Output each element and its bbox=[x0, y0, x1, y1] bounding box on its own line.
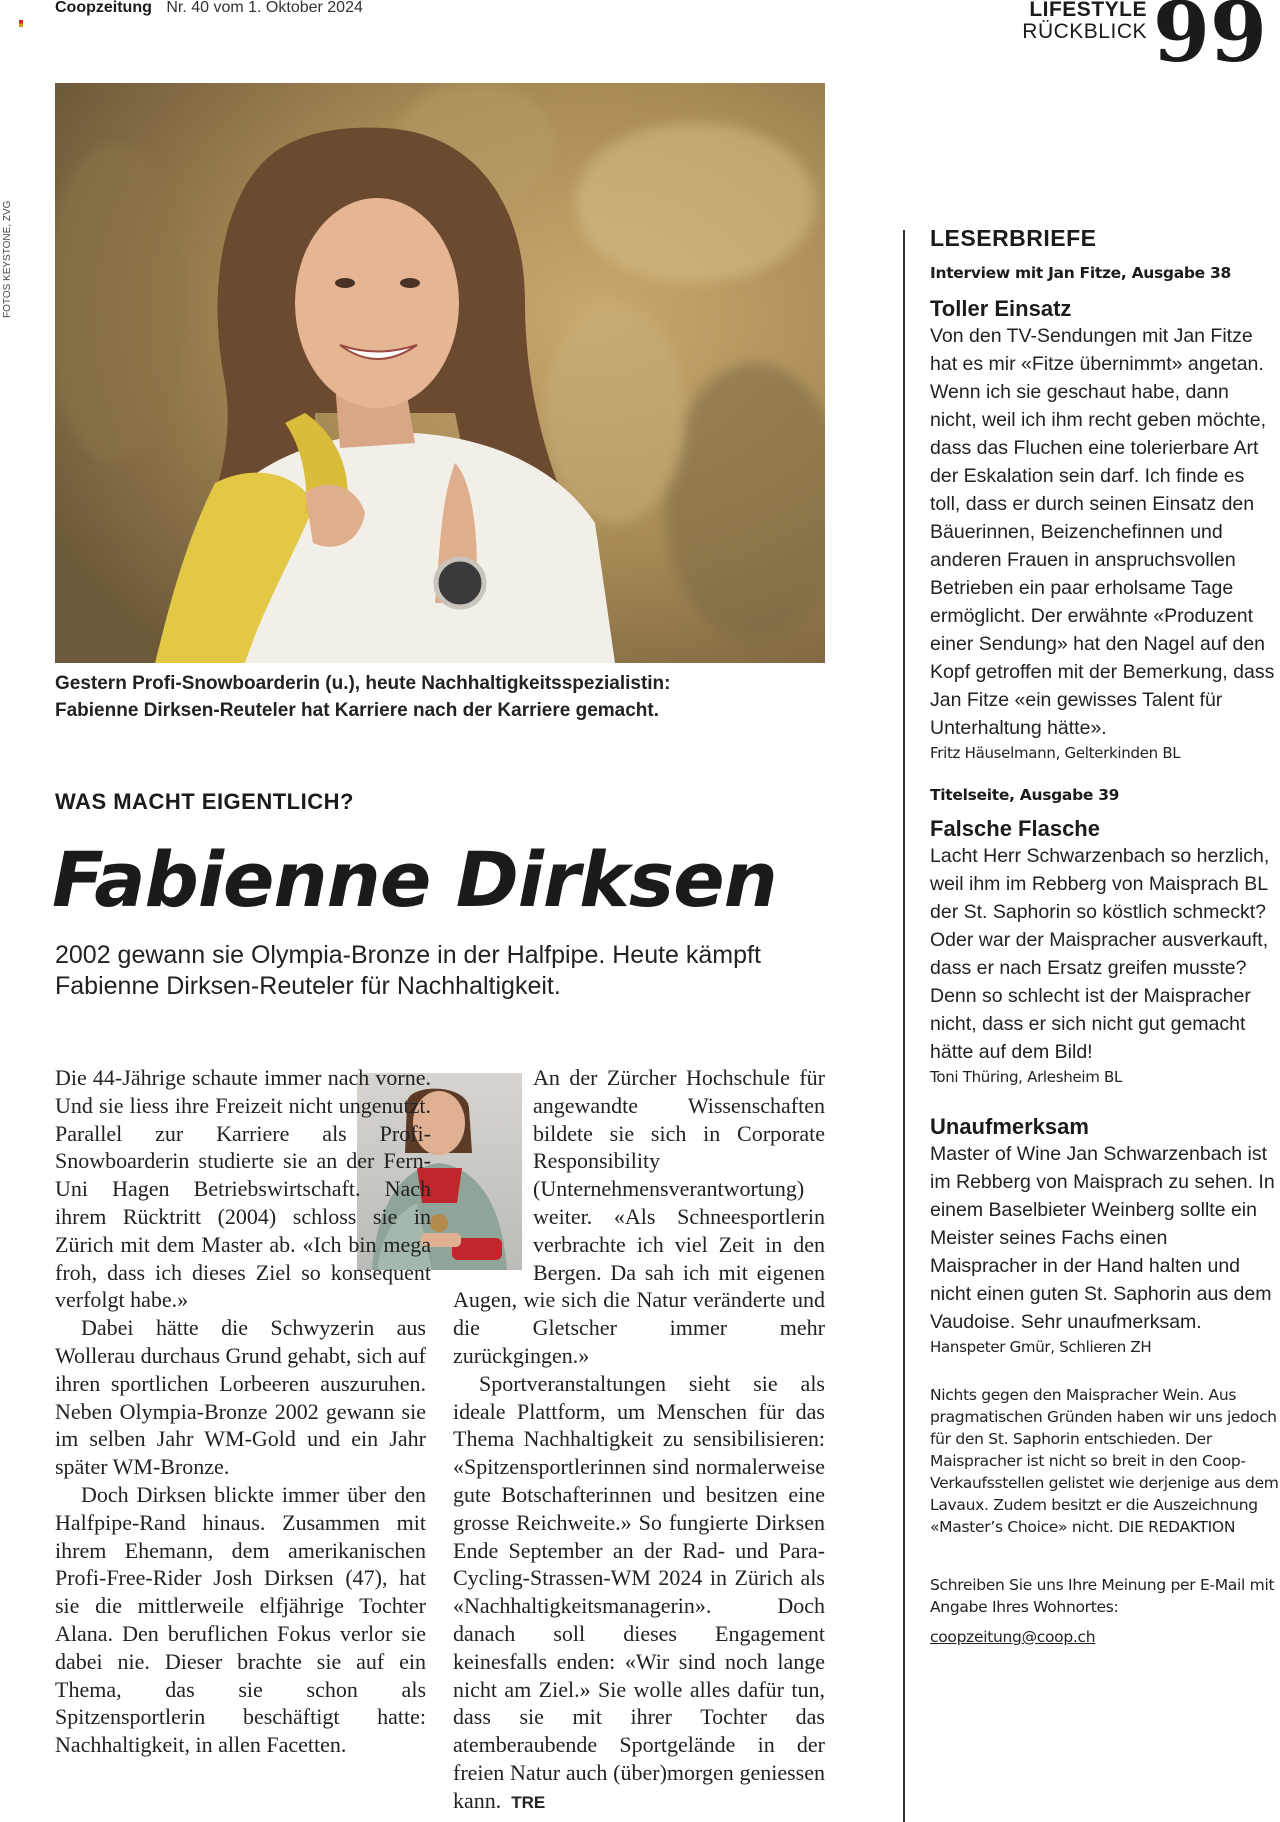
caption-line-2: Fabienne Dirksen-Reuteler hat Karriere nach der Karriere gemacht. bbox=[55, 700, 660, 721]
letters-title: LESERBRIEFE bbox=[930, 225, 1097, 251]
letter-3-author: Hanspeter Gmür, Schlieren ZH bbox=[930, 1338, 1152, 1356]
col2-paragraph-2 bbox=[453, 1370, 825, 1817]
col2-paragraph-1-text: An der Zürcher Hochschule für angewandte Wissenschaften bildete sie sich in Corporate Responsibility (Unternehmensverantwortung) weiter. «Als Schneesportlerin verbrachte ich viel Zeit in den Bergen. Da sah ich mit eigenen Augen, wie sich die Natur veränderte und die Gletscher immer mehr zurückgingen.» bbox=[453, 1065, 825, 1368]
section-primary: LIFESTYLE bbox=[1029, 0, 1147, 21]
publication-name: Coopzeitung bbox=[55, 0, 152, 16]
issue-info: Nr. 40 vom 1. Oktober 2024 bbox=[166, 0, 363, 16]
letter-1-heading: Toller Einsatz bbox=[930, 296, 1072, 321]
col1-paragraph-1: Die 44-Jährige schaute immer nach vorne. Und sie liess ihre Freizeit nicht ungenutzt. Parallel zur Karriere als Profi-Snowboarderin studierte sie an der Fern-Uni Hagen Betriebswirtschaft. Nach ihrem Rücktritt (2004) schloss sie in Zürich mit dem Master ab. «Ich bin mega froh, dass ich dieses Ziel so konsequent verfolgt habe.» bbox=[55, 1065, 431, 1313]
col1-paragraph-3: Doch Dirksen blickte immer über den Halfpipe-Rand hinaus. Zusammen mit ihrem Ehemann, dem amerikanischen Profi-Free-Rider Josh Dirksen (47), hat sie die mittlerweile elfjährige Tochter Alana. Den beruflichen Fokus verlor sie dabei nie. Dieser brachte sie auf ein Thema, das sie schon als Spitzensportlerin beschäftigt hatte: Nachhaltigkeit, in allen Facetten. bbox=[55, 1481, 426, 1758]
section-secondary: RÜCKBLICK bbox=[1022, 20, 1147, 43]
letter-1 bbox=[930, 264, 1280, 762]
photo-credit: FOTOS KEYSTONE, ZVG bbox=[2, 200, 13, 318]
publication-line bbox=[55, 0, 363, 17]
letter-2-heading: Falsche Flasche bbox=[930, 816, 1100, 841]
col2-paragraph-2-text: Sportveranstaltungen sieht sie als ideale Plattform, um Menschen für das Thema Nachhaltigkeit zu sensibilisieren: «Spitzensportlerinnen sind normalerweise gute Botschafterinnen und besitzen eine grosse Reichweite.» So fungierte Dirksen Ende September an der Rad- und Para-Cycling-Strassen-WM 2024 in Zürich als «Nachhaltigkeitsmanagerin». Doch danach soll dieses Engagement keinesfalls enden: «Wir sind noch lange nicht am Ziel.» Sie wolle alles dafür tun, dass sie mit ihrer Tochter das atemberaubende Sportgelände in der freien Natur auch (über)morgen geniessen kann. bbox=[453, 1370, 825, 1813]
article-kicker: WAS MACHT EIGENTLICH? bbox=[55, 789, 354, 814]
editor-note: Nichts gegen den Maispracher Wein. Aus pragmatischen Gründen haben wir uns jedoch für den St. Saphorin entschieden. Der Maispracher ist nicht so breit in den Coop-Verkaufsstellen gelistet wie derjenige aus dem Lavaux. Zudem besitzt er die Auszeichnung «Master’s Choice» nicht. DIE REDAKTION bbox=[930, 1386, 1279, 1536]
contact-text: Schreiben Sie uns Ihre Meinung per E-Mail mit Angabe Ihres Wohnortes: bbox=[930, 1576, 1275, 1616]
column-divider bbox=[903, 230, 905, 1822]
letter-1-text: Von den TV-Sendungen mit Jan Fitze hat es mir «Fitze übernimmt» angetan. Wenn ich sie geschaut habe, dann nicht, weil ich ihm recht geben möchte, dass das Fluchen eine tolerierbare Art der Eskalation sein darf. Ich finde es toll, dass er durch seinen Einsatz den Bäuerinnen, Beizenchefinnen und anderen Frauen in anspruchsvollen Betrieben ein paar erholsame Tage ermöglicht. Der erwähnte «Produzent einer Sendung» hat den Nagel auf den Kopf getroffen mit der Bemerkung, dass Jan Fitze «ein gewisses Talent für Unterhaltung hätte». bbox=[930, 325, 1275, 739]
col2-paragraph-1 bbox=[453, 1064, 825, 1370]
portrait-image bbox=[55, 83, 825, 663]
caption-line-1: Gestern Profi-Snowboarderin (u.), heute Nachhaltigkeitsspezialistin: bbox=[55, 673, 671, 694]
letter-2-author: Toni Thüring, Arlesheim BL bbox=[930, 1068, 1123, 1086]
letter-1-reference: Interview mit Jan Fitze, Ausgabe 38 bbox=[930, 264, 1231, 282]
flag-marker bbox=[19, 20, 23, 27]
masthead bbox=[0, 0, 1280, 81]
page-number: 99 bbox=[1152, 0, 1267, 81]
letter-1-author: Fritz Häuselmann, Gelterkinden BL bbox=[930, 744, 1181, 762]
article-signature: TRE bbox=[511, 1792, 546, 1812]
letter-2-text: Lacht Herr Schwarzenbach so herzlich, weil ihm im Rebberg von Maisprach BL der St. Saphorin so köstlich schmeckt? Oder war der Maispracher ausverkauft, dass er nach Ersatz greifen musste? Denn so schlecht ist der Maispracher nicht, dass er sich nicht gut gemacht hätte auf dem Bild! bbox=[930, 845, 1270, 1063]
letter-3-heading: Unaufmerksam bbox=[930, 1114, 1089, 1139]
article-headline: Fabienne Dirksen bbox=[52, 835, 777, 924]
article-lead: 2002 gewann sie Olympia-Bronze in der Halfpipe. Heute kämpft Fabienne Dirksen-Reuteler für Nachhaltigkeit. bbox=[55, 941, 761, 1000]
letter-3-text: Master of Wine Jan Schwarzenbach ist im Rebberg von Maisprach zu sehen. In einem Baselbieter Weinberg sollte ein Meister seines Fachs einen Maispracher in der Hand halten und nicht einen guten St. Saphorin aus dem Vaudoise. Sehr unaufmerksam. bbox=[930, 1143, 1275, 1333]
inset-wrap-space bbox=[453, 1064, 533, 1280]
letters-section bbox=[930, 225, 1280, 1648]
photo-caption bbox=[55, 670, 825, 724]
contact-email-link[interactable]: coopzeitung@coop.ch bbox=[930, 1628, 1096, 1646]
letter-3 bbox=[930, 1114, 1280, 1356]
main-photo bbox=[55, 83, 825, 663]
article-column-2 bbox=[453, 1064, 825, 1817]
col1-paragraph-2: Dabei hätte die Schwyzerin aus Wollerau durchaus Grund gehabt, sich auf ihren sportlichen Lorbeeren auszuruhen. Neben Olympia-Bronze 2002 gewann sie im selben Jahr WM-Gold und ein Jahr später WM-Bronze. bbox=[55, 1315, 426, 1480]
letter-2-reference: Titelseite, Ausgabe 39 bbox=[930, 786, 1120, 804]
letter-2 bbox=[930, 786, 1280, 1086]
